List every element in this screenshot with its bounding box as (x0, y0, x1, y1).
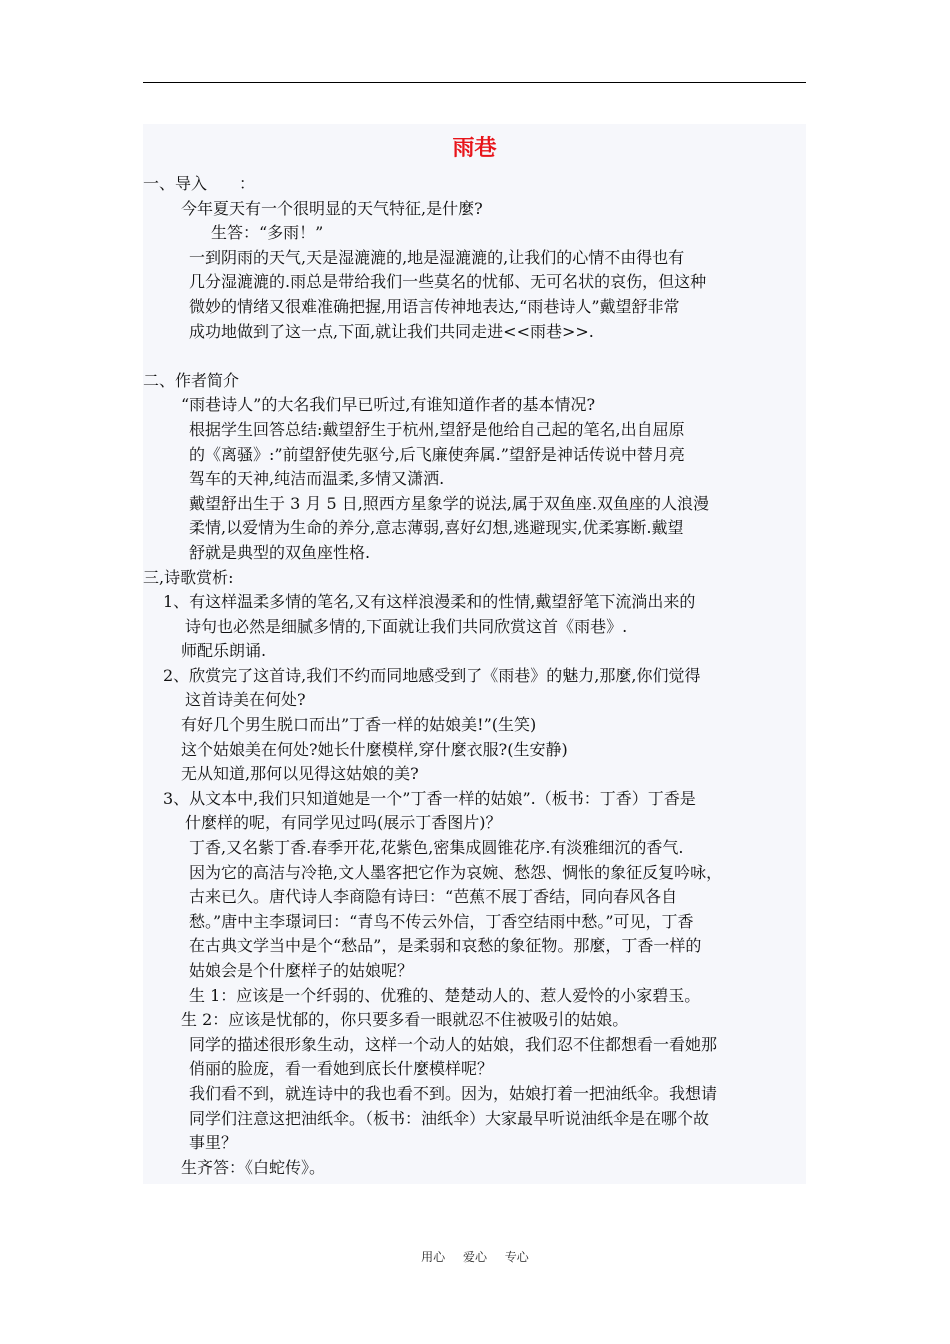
text-line: 今年夏天有一个很明显的天气特征,是什麼? (181, 198, 483, 218)
text-line: 俏丽的脸庞，看一看她到底长什麼模样呢？ (189, 1059, 494, 1079)
text-line: 驾车的天神,纯洁而温柔,多情又潇洒. (189, 469, 445, 489)
text-line: 2、欣赏完了这首诗,我们不约而同地感受到了《雨巷》的魅力,那麼,你们觉得 (163, 665, 701, 685)
text-line: 几分湿漉漉的.雨总是带给我们一些莫名的忧郁、无可名状的哀伤，但这种 (189, 272, 707, 292)
text-line: 师配乐朗诵. (181, 641, 267, 661)
text-line: 同学们注意这把油纸伞。（板书：油纸伞）大家最早听说油纸伞是在哪个故 (189, 1108, 710, 1128)
text-line: 一、导入 ： (143, 174, 256, 193)
blank-line (143, 344, 806, 369)
text-line: 姑娘会是个什麼样子的姑娘呢？ (189, 961, 414, 980)
text-line: 这个姑娘美在何处?她长什麼模样,穿什麼衣服?(生安静) (181, 739, 568, 759)
text-line: 诗句也必然是细腻多情的,下面就让我们共同欣赏这首《雨巷》. (185, 616, 628, 636)
text-line: 微妙的情绪又很难准确把握,用语言传神地表达,“雨巷诗人”戴望舒非常 (189, 296, 680, 316)
text-line: 柔情,以爱情为生命的养分,意志薄弱,喜好幻想,逃避现实,优柔寡断.戴望 (189, 518, 684, 538)
text-line: 1、有这样温柔多情的笔名,又有这样浪漫柔和的性情,戴望舒笔下流淌出来的 (163, 592, 696, 612)
text-line: 同学的描述很形象生动，这样一个动人的姑娘，我们忍不住都想看一看她那 (189, 1034, 718, 1054)
text-line: 愁。”唐中主李璟词曰：“青鸟不传云外信，丁香空结雨中愁。”可见，丁香 (189, 911, 694, 931)
text-line: 什麼样的呢，有同学见过吗(展示丁香图片)？ (185, 813, 502, 833)
text-line: 生答：“多雨！” (211, 223, 324, 243)
document-lines (143, 172, 806, 1180)
text-line: 根据学生回答总结:戴望舒生于杭州,望舒是他给自己起的笔名,出自屈原 (189, 419, 685, 439)
text-line: 这首诗美在何处? (185, 690, 306, 710)
text-line: 我们看不到，就连诗中的我也看不到。因为，姑娘打着一把油纸伞。我想请 (189, 1083, 718, 1103)
text-line: 的《离骚》:”前望舒使先驱兮,后飞廉使奔属.”望舒是神话传说中替月亮 (189, 444, 685, 464)
text-line: 生 2：应该是忧郁的，你只要多看一眼就忍不住被吸引的姑娘。 (181, 1010, 629, 1030)
text-line: 3、从文本中,我们只知道她是一个”丁香一样的姑娘”.（板书：丁香）丁香是 (163, 788, 696, 808)
text-line: “雨巷诗人”的大名我们早已听过,有谁知道作者的基本情况? (181, 395, 596, 415)
page-footer: 用心 爱心 专心 (421, 1250, 529, 1264)
text-line: 因为它的高洁与冷艳,文人墨客把它作为哀婉、愁怨、惆怅的象征反复吟咏， (189, 862, 723, 882)
text-line: 无从知道,那何以见得这姑娘的美? (181, 764, 419, 784)
text-line: 二、作者简介 (143, 370, 240, 390)
text-line: 在古典文学当中是个“愁品”，是柔弱和哀愁的象征物。那麼，丁香一样的 (189, 936, 702, 956)
text-line: 戴望舒出生于 3 月 5 日,照西方星象学的说法,属于双鱼座.双鱼座的人浪漫 (189, 493, 709, 513)
text-line: 有好几个男生脱口而出”丁香一样的姑娘美!”(生笑) (181, 715, 537, 735)
text-line: 成功地做到了这一点,下面,就让我们共同走进<<雨巷>>. (189, 321, 594, 341)
text-line: 丁香,又名紫丁香.春季开花,花紫色,密集成圆锥花序.有淡雅细沉的香气. (189, 838, 684, 858)
text-line: 一到阴雨的天气,天是湿漉漉的,地是湿漉漉的,让我们的心情不由得也有 (189, 247, 685, 267)
text-line: 三,诗歌赏析: (143, 567, 234, 587)
text-line: 古来已久。唐代诗人李商隐有诗曰：“芭蕉不展丁香结，同向春风各自 (189, 887, 678, 907)
text-line: 生齐答：《白蛇传》。 (181, 1157, 326, 1177)
header-rule (143, 82, 806, 83)
document-body (143, 124, 806, 1184)
text-line: 生 1：应该是一个纤弱的、优雅的、楚楚动人的、惹人爱怜的小家碧玉。 (189, 985, 701, 1005)
document-title: 雨巷 (452, 135, 497, 161)
text-line: 事里？ (189, 1133, 238, 1153)
text-line: 舒就是典型的双鱼座性格. (189, 542, 371, 562)
